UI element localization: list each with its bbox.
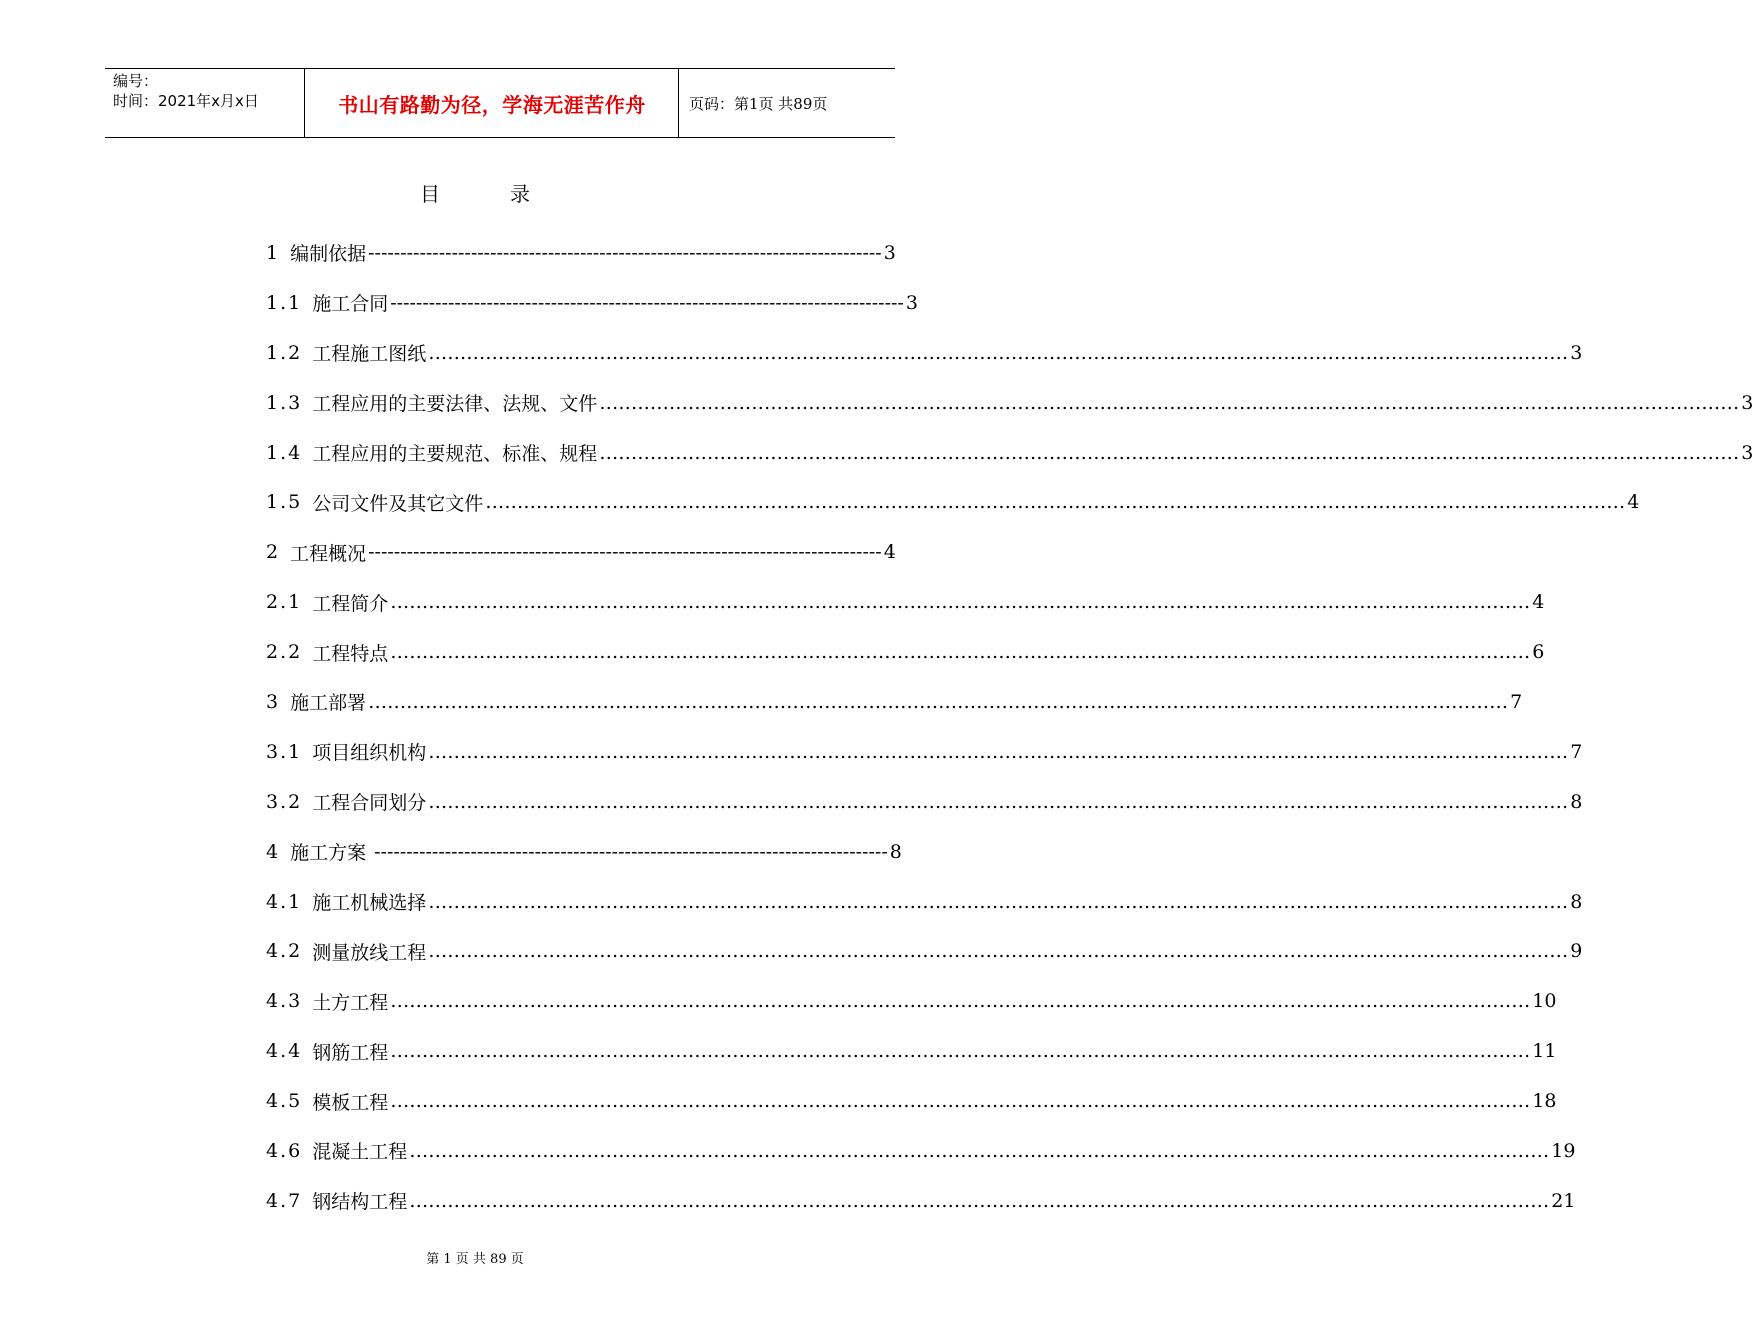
toc-entry-title: 测量放线工程 xyxy=(312,941,427,964)
toc-entry-number: 1.5 xyxy=(266,491,303,514)
toc-entry-title: 工程应用的主要法律、法规、文件 xyxy=(312,393,598,416)
header-meta xyxy=(105,69,305,137)
toc-entry-page: 7 xyxy=(1510,690,1523,713)
header-page-info: 页码：第1页 共89页 xyxy=(689,94,828,113)
toc-entry-title: 工程合同划分 xyxy=(312,792,427,815)
toc-entry-leader: ……………………………………………………………………………………………………………………………………………………………… xyxy=(390,641,1531,664)
toc-entry-title: 施工机械选择 xyxy=(312,892,427,915)
document-time-label: 时间：2021年x月x日 xyxy=(113,92,259,110)
toc-entry-title: 工程施工图纸 xyxy=(312,343,427,366)
toc-entry-page: 4 xyxy=(1627,491,1640,514)
toc-entry-page: 3 xyxy=(883,241,896,264)
toc-entry-title: 土方工程 xyxy=(312,991,389,1014)
toc-entry-page: 7 xyxy=(1570,740,1583,763)
toc-entry-page: 11 xyxy=(1532,1040,1557,1063)
toc-entry-page: 3 xyxy=(1741,441,1753,464)
toc-entry[interactable] xyxy=(266,976,1557,1026)
toc-entry[interactable] xyxy=(266,527,896,577)
toc-entry-leader: ……………………………………………………………………………………………………………………………………………………………… xyxy=(428,790,1569,813)
toc-entry-number: 4.5 xyxy=(266,1090,303,1113)
toc-entry-number: 4.7 xyxy=(266,1189,303,1212)
toc-entry-page: 8 xyxy=(889,840,902,863)
toc-entry[interactable] xyxy=(266,1126,1576,1176)
page-header xyxy=(105,68,895,138)
toc-entry-title: 施工部署 xyxy=(290,692,367,715)
toc-entry-title: 工程特点 xyxy=(312,642,389,665)
toc-entry-title: 公司文件及其它文件 xyxy=(312,492,484,515)
toc-entry-leader: ……………………………………………………………………………………………………………………………………………………………… xyxy=(428,740,1569,763)
toc-entry[interactable] xyxy=(266,378,1753,428)
toc-entry-page: 3 xyxy=(1741,391,1753,414)
toc-entry-leader: ……………………………………………………………………………………………………………………………………………………………… xyxy=(428,940,1569,963)
toc-entry-number: 1.1 xyxy=(266,291,303,314)
toc-entry-page: 18 xyxy=(1532,1090,1557,1113)
toc-entry-title: 施工合同 xyxy=(312,293,389,316)
toc-entry-leader: ……………………………………………………………………………………………………………………………………………………………… xyxy=(428,341,1569,364)
toc-entry-number: 1.4 xyxy=(266,441,303,464)
toc-entry-leader: ……………………………………………………………………………………………………………………………………………………………… xyxy=(409,1139,1550,1162)
toc-entry-leader: -------------------------------------------------------------------------------- xyxy=(368,541,882,564)
toc-entry-title: 模板工程 xyxy=(312,1091,389,1114)
toc-entry-leader: ……………………………………………………………………………………………………………………………………………………………… xyxy=(390,990,1531,1013)
toc-entry[interactable] xyxy=(266,777,1583,827)
toc-entry[interactable] xyxy=(266,926,1583,976)
toc-entry-leader: ……………………………………………………………………………………………………………………………………………………………… xyxy=(390,1090,1531,1113)
toc-title-char-2: 录 xyxy=(510,182,530,206)
toc-entry-number: 4 xyxy=(266,840,281,863)
header-motto: 书山有路勤为径，学海无涯苦作舟 xyxy=(306,69,679,137)
toc-entry[interactable] xyxy=(266,477,1640,527)
toc-entry-leader: ……………………………………………………………………………………………………………………………………………………………… xyxy=(485,491,1626,514)
toc-entry-title: 项目组织机构 xyxy=(312,742,427,765)
toc-entry-title: 施工方案 xyxy=(290,842,373,865)
toc-entry-title: 钢结构工程 xyxy=(312,1191,408,1214)
toc-entry[interactable] xyxy=(266,328,1583,378)
toc-entry-leader: ……………………………………………………………………………………………………………………………………………………………… xyxy=(599,391,1740,414)
toc-entry-title: 工程应用的主要规范、标准、规程 xyxy=(312,443,598,465)
toc-entry-page: 6 xyxy=(1532,641,1545,664)
toc-entry-number: 3.1 xyxy=(266,740,303,763)
toc-entry-page: 4 xyxy=(883,541,896,564)
toc-title-char-1: 目 xyxy=(420,182,440,206)
toc-entry-leader: ……………………………………………………………………………………………………………………………………………………………… xyxy=(368,690,1509,713)
toc-entry-leader: ……………………………………………………………………………………………………………………………………………………………… xyxy=(409,1189,1550,1212)
toc-entry-leader: ……………………………………………………………………………………………………………………………………………………………… xyxy=(428,890,1569,913)
toc-entry[interactable] xyxy=(266,577,1545,627)
toc-entry-title: 混凝土工程 xyxy=(312,1141,408,1164)
toc-entry-number: 3 xyxy=(266,690,281,713)
table-of-contents xyxy=(266,228,1753,1226)
toc-entry-page: 9 xyxy=(1570,940,1583,963)
toc-entry[interactable] xyxy=(266,1176,1576,1226)
toc-title xyxy=(0,178,950,207)
toc-entry-page: 3 xyxy=(1570,341,1583,364)
toc-entry-leader: ……………………………………………………………………………………………………………………………………………………………… xyxy=(599,441,1740,464)
toc-entry-number: 4.4 xyxy=(266,1040,303,1063)
toc-entry[interactable] xyxy=(266,278,918,328)
toc-entry-page: 10 xyxy=(1532,990,1557,1013)
toc-entry-number: 4.1 xyxy=(266,890,303,913)
toc-entry-number: 1.2 xyxy=(266,341,303,364)
toc-entry-leader: -------------------------------------------------------------------------------- xyxy=(374,840,888,863)
toc-entry[interactable] xyxy=(266,827,902,877)
toc-entry-page: 19 xyxy=(1551,1139,1576,1162)
toc-entry-number: 1 xyxy=(266,241,281,264)
toc-entry[interactable] xyxy=(266,877,1583,927)
toc-entry-number: 2 xyxy=(266,541,281,564)
toc-entry-title: 工程概况 xyxy=(290,542,367,565)
toc-entry-page: 4 xyxy=(1532,591,1545,614)
toc-entry-title: 编制依据 xyxy=(290,243,367,266)
toc-entry-title: 工程简介 xyxy=(312,592,389,615)
toc-entry-number: 4.2 xyxy=(266,940,303,963)
toc-entry-number: 2.1 xyxy=(266,591,303,614)
toc-entry-title: 钢筋工程 xyxy=(312,1041,389,1064)
toc-entry[interactable] xyxy=(266,627,1545,677)
toc-entry-page: 8 xyxy=(1570,890,1583,913)
toc-entry-leader: ……………………………………………………………………………………………………………………………………………………………… xyxy=(390,1040,1531,1063)
toc-entry-number: 1.3 xyxy=(266,391,303,414)
toc-entry[interactable] xyxy=(266,428,1753,478)
toc-entry-leader: ……………………………………………………………………………………………………………………………………………………………… xyxy=(390,591,1531,614)
toc-entry-page: 21 xyxy=(1551,1189,1576,1212)
document-code-label: 编号： xyxy=(113,72,159,90)
toc-entry-leader: -------------------------------------------------------------------------------- xyxy=(390,291,904,314)
toc-entry-number: 4.6 xyxy=(266,1139,303,1162)
toc-entry[interactable] xyxy=(266,1076,1557,1126)
toc-entry[interactable] xyxy=(266,228,896,278)
toc-entry-number: 3.2 xyxy=(266,790,303,813)
toc-entry-page: 3 xyxy=(905,291,918,314)
toc-entry-leader: -------------------------------------------------------------------------------- xyxy=(368,241,882,264)
page-footer: 第 1 页 共 89 页 xyxy=(426,1252,524,1267)
toc-entry-number: 2.2 xyxy=(266,641,303,664)
toc-entry-page: 8 xyxy=(1570,790,1583,813)
toc-entry-number: 4.3 xyxy=(266,990,303,1013)
toc-entry[interactable] xyxy=(266,727,1583,777)
toc-entry[interactable] xyxy=(266,677,1523,727)
toc-entry[interactable] xyxy=(266,1026,1557,1076)
